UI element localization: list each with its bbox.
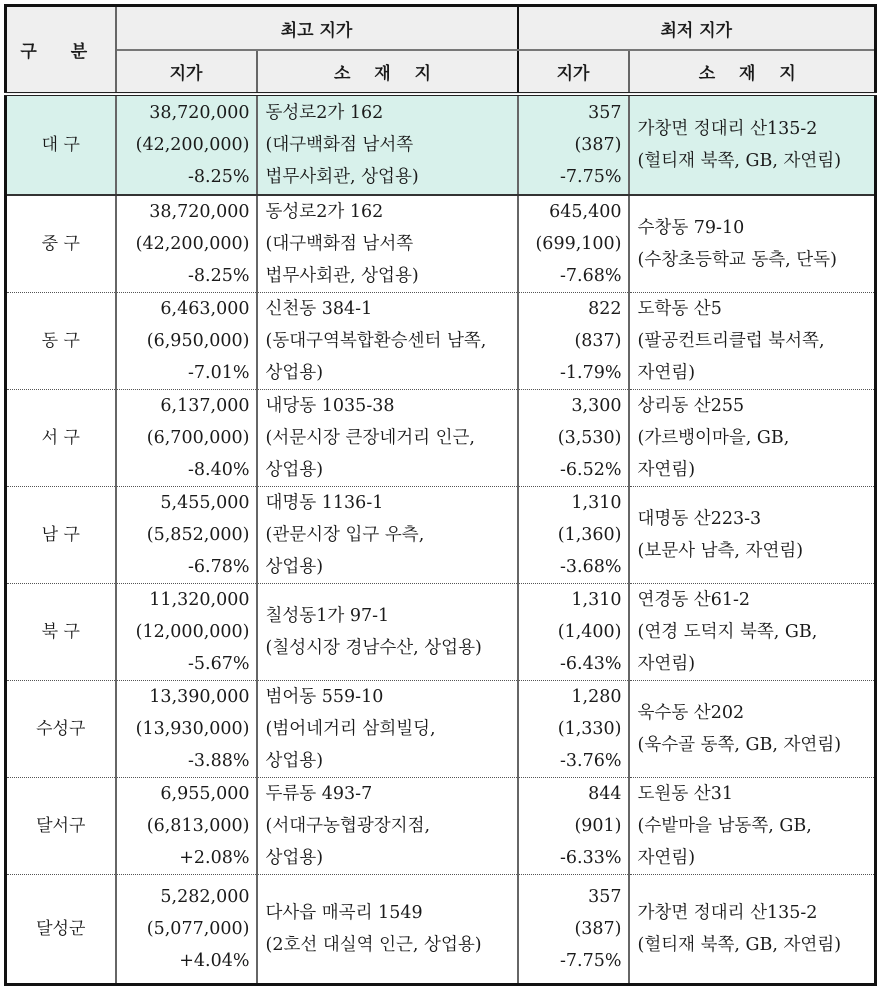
change-rate: -6.78% (187, 557, 250, 577)
location-line: 다사읍 매곡리 1549 (265, 903, 423, 923)
location-line: (보문사 남측, 자연림) (637, 541, 804, 561)
location-line: (2호선 대실역 인근, 상업용) (265, 935, 482, 955)
location-line: 상업용) (265, 751, 324, 771)
high-location-cell (257, 390, 518, 487)
location-line: (관문시장 입구 우측, (265, 525, 425, 545)
location-line: 가창면 정대리 산135-2 (637, 903, 818, 923)
high-price-cell (116, 778, 257, 875)
location-line: 자연림) (637, 460, 696, 480)
previous-price: (13,930,000) (135, 719, 250, 739)
location-line: 대명동 1136-1 (265, 493, 384, 513)
low-price-cell (518, 195, 629, 293)
previous-price: (42,200,000) (135, 135, 250, 155)
change-rate: -7.75% (560, 167, 622, 187)
land-price-table (4, 4, 877, 986)
previous-price: (42,200,000) (135, 234, 250, 254)
location-line: (연경 도덕지 북쪽, GB, (637, 622, 818, 642)
table-row (6, 487, 876, 584)
region-cell: 동 구 (6, 293, 116, 390)
location-line: 법무사회관, 상업용) (265, 167, 419, 187)
location-line: (헐티재 북쪽, GB, 자연림) (637, 151, 842, 171)
location-line: 욱수동 산202 (637, 703, 745, 723)
low-price-cell (518, 584, 629, 681)
location-line: 대명동 산223-3 (637, 509, 762, 529)
location-line: (대구백화점 남서쪽 (265, 234, 414, 254)
low-price-cell (518, 875, 629, 985)
location-line: 자연림) (637, 363, 696, 383)
header-high-price: 지가 (116, 50, 257, 94)
change-rate: +4.04% (179, 951, 250, 971)
location-line: (가르뱅이마을, GB, (637, 428, 790, 448)
previous-price: (387) (574, 919, 622, 939)
high-price-cell (116, 584, 257, 681)
previous-price: (901) (574, 816, 622, 836)
low-location-cell (629, 487, 876, 584)
location-line: (서대구농협광장지점, (265, 816, 431, 836)
low-location-cell (629, 584, 876, 681)
current-price: 6,955,000 (160, 784, 250, 804)
current-price: 5,455,000 (160, 493, 250, 513)
region-cell: 북 구 (6, 584, 116, 681)
current-price: 13,390,000 (149, 687, 250, 707)
low-location-cell (629, 778, 876, 875)
location-line: (칠성시장 경남수산, 상업용) (265, 638, 482, 658)
current-price: 3,300 (571, 396, 622, 416)
previous-price: (5,077,000) (146, 919, 250, 939)
current-price: 1,310 (571, 590, 622, 610)
current-price: 6,137,000 (160, 396, 250, 416)
low-location-cell (629, 390, 876, 487)
region-cell: 수성구 (6, 681, 116, 778)
low-price-cell (518, 94, 629, 195)
header-highest-price-group: 최고 지가 (116, 6, 518, 51)
low-location-cell (629, 293, 876, 390)
low-location-cell (629, 195, 876, 293)
table-row (6, 195, 876, 293)
previous-price: (837) (574, 331, 622, 351)
location-line: (범어네거리 삼희빌딩, (265, 719, 436, 739)
header-low-price: 지가 (518, 50, 629, 94)
table-row (6, 390, 876, 487)
current-price: 645,400 (549, 202, 622, 222)
region-cell: 남 구 (6, 487, 116, 584)
location-line: 동성로2가 162 (265, 202, 384, 222)
location-line: (팔공컨트리클럽 북서쪽, (637, 331, 825, 351)
current-price: 5,282,000 (160, 887, 250, 907)
previous-price: (6,813,000) (146, 816, 250, 836)
low-price-cell (518, 293, 629, 390)
location-line: 자연림) (637, 848, 696, 868)
change-rate: -8.40% (187, 460, 250, 480)
location-line: 자연림) (637, 654, 696, 674)
low-price-cell (518, 681, 629, 778)
table-row (6, 293, 876, 390)
low-price-cell (518, 390, 629, 487)
table-row (6, 875, 876, 985)
location-line: (헐티재 북쪽, GB, 자연림) (637, 935, 842, 955)
location-line: 상업용) (265, 460, 324, 480)
low-location-cell (629, 681, 876, 778)
change-rate: -6.52% (560, 460, 622, 480)
header-category: 구 분 (6, 6, 116, 95)
region-cell: 대 구 (6, 94, 116, 195)
high-location-cell (257, 584, 518, 681)
current-price: 38,720,000 (149, 103, 250, 123)
previous-price: (699,100) (535, 234, 622, 254)
location-line: (서문시장 큰장네거리 인근, (265, 428, 475, 448)
table-row (6, 778, 876, 875)
high-location-cell (257, 487, 518, 584)
change-rate: +2.08% (179, 848, 250, 868)
low-price-cell (518, 778, 629, 875)
table-row (6, 94, 876, 195)
location-line: 연경동 산61-2 (637, 590, 751, 610)
location-line: 동성로2가 162 (265, 103, 384, 123)
change-rate: -3.88% (187, 751, 250, 771)
table-body (6, 94, 876, 985)
current-price: 1,310 (571, 493, 622, 513)
previous-price: (1,400) (557, 622, 622, 642)
header-high-location: 소 재 지 (257, 50, 518, 94)
change-rate: -3.68% (560, 557, 622, 577)
high-location-cell (257, 94, 518, 195)
low-location-cell (629, 94, 876, 195)
change-rate: -6.43% (560, 654, 622, 674)
previous-price: (387) (574, 135, 622, 155)
table-row (6, 681, 876, 778)
high-price-cell (116, 681, 257, 778)
high-location-cell (257, 778, 518, 875)
location-line: 범어동 559-10 (265, 687, 384, 707)
current-price: 357 (588, 103, 622, 123)
current-price: 1,280 (571, 687, 622, 707)
previous-price: (3,530) (557, 428, 622, 448)
high-price-cell (116, 487, 257, 584)
low-price-cell (518, 487, 629, 584)
location-line: 두류동 493-7 (265, 784, 373, 804)
high-price-cell (116, 875, 257, 985)
previous-price: (1,330) (557, 719, 622, 739)
table-header (6, 6, 876, 95)
change-rate: -3.76% (560, 751, 622, 771)
low-location-cell (629, 875, 876, 985)
location-line: 수창동 79-10 (637, 218, 745, 238)
location-line: 내당동 1035-38 (265, 396, 395, 416)
previous-price: (6,950,000) (146, 331, 250, 351)
high-location-cell (257, 681, 518, 778)
location-line: 도원동 산31 (637, 784, 733, 804)
previous-price: (12,000,000) (135, 622, 250, 642)
location-line: 상업용) (265, 363, 324, 383)
change-rate: -8.25% (187, 266, 250, 286)
current-price: 822 (588, 299, 622, 319)
change-rate: -7.75% (560, 951, 622, 971)
location-line: 칠성동1가 97-1 (265, 606, 390, 626)
region-cell: 서 구 (6, 390, 116, 487)
location-line: 가창면 정대리 산135-2 (637, 119, 818, 139)
change-rate: -7.68% (560, 266, 622, 286)
high-price-cell (116, 293, 257, 390)
current-price: 11,320,000 (149, 590, 250, 610)
location-line: (수밭마을 남동쪽, GB, (637, 816, 812, 836)
current-price: 6,463,000 (160, 299, 250, 319)
high-price-cell (116, 94, 257, 195)
high-price-cell (116, 390, 257, 487)
high-location-cell (257, 293, 518, 390)
change-rate: -1.79% (560, 363, 622, 383)
header-lowest-price-group: 최저 지가 (518, 6, 876, 51)
location-line: (욱수골 동쪽, GB, 자연림) (637, 735, 842, 755)
location-line: 도학동 산5 (637, 299, 722, 319)
change-rate: -6.33% (560, 848, 622, 868)
location-line: 상리동 산255 (637, 396, 745, 416)
previous-price: (1,360) (557, 525, 622, 545)
change-rate: -7.01% (187, 363, 250, 383)
previous-price: (6,700,000) (146, 428, 250, 448)
change-rate: -8.25% (187, 167, 250, 187)
region-cell: 달성군 (6, 875, 116, 985)
location-line: 법무사회관, 상업용) (265, 266, 419, 286)
location-line: 상업용) (265, 848, 324, 868)
location-line: (동대구역복합환승센터 남쪽, (265, 331, 487, 351)
high-price-cell (116, 195, 257, 293)
region-cell: 달서구 (6, 778, 116, 875)
high-location-cell (257, 875, 518, 985)
change-rate: -5.67% (187, 654, 250, 674)
high-location-cell (257, 195, 518, 293)
location-line: (대구백화점 남서쪽 (265, 135, 414, 155)
location-line: 상업용) (265, 557, 324, 577)
header-low-location: 소 재 지 (629, 50, 876, 94)
previous-price: (5,852,000) (146, 525, 250, 545)
current-price: 844 (588, 784, 622, 804)
location-line: (수창초등학교 동측, 단독) (637, 250, 837, 270)
current-price: 357 (588, 887, 622, 907)
region-cell: 중 구 (6, 195, 116, 293)
current-price: 38,720,000 (149, 202, 250, 222)
location-line: 신천동 384-1 (265, 299, 373, 319)
table-row (6, 584, 876, 681)
